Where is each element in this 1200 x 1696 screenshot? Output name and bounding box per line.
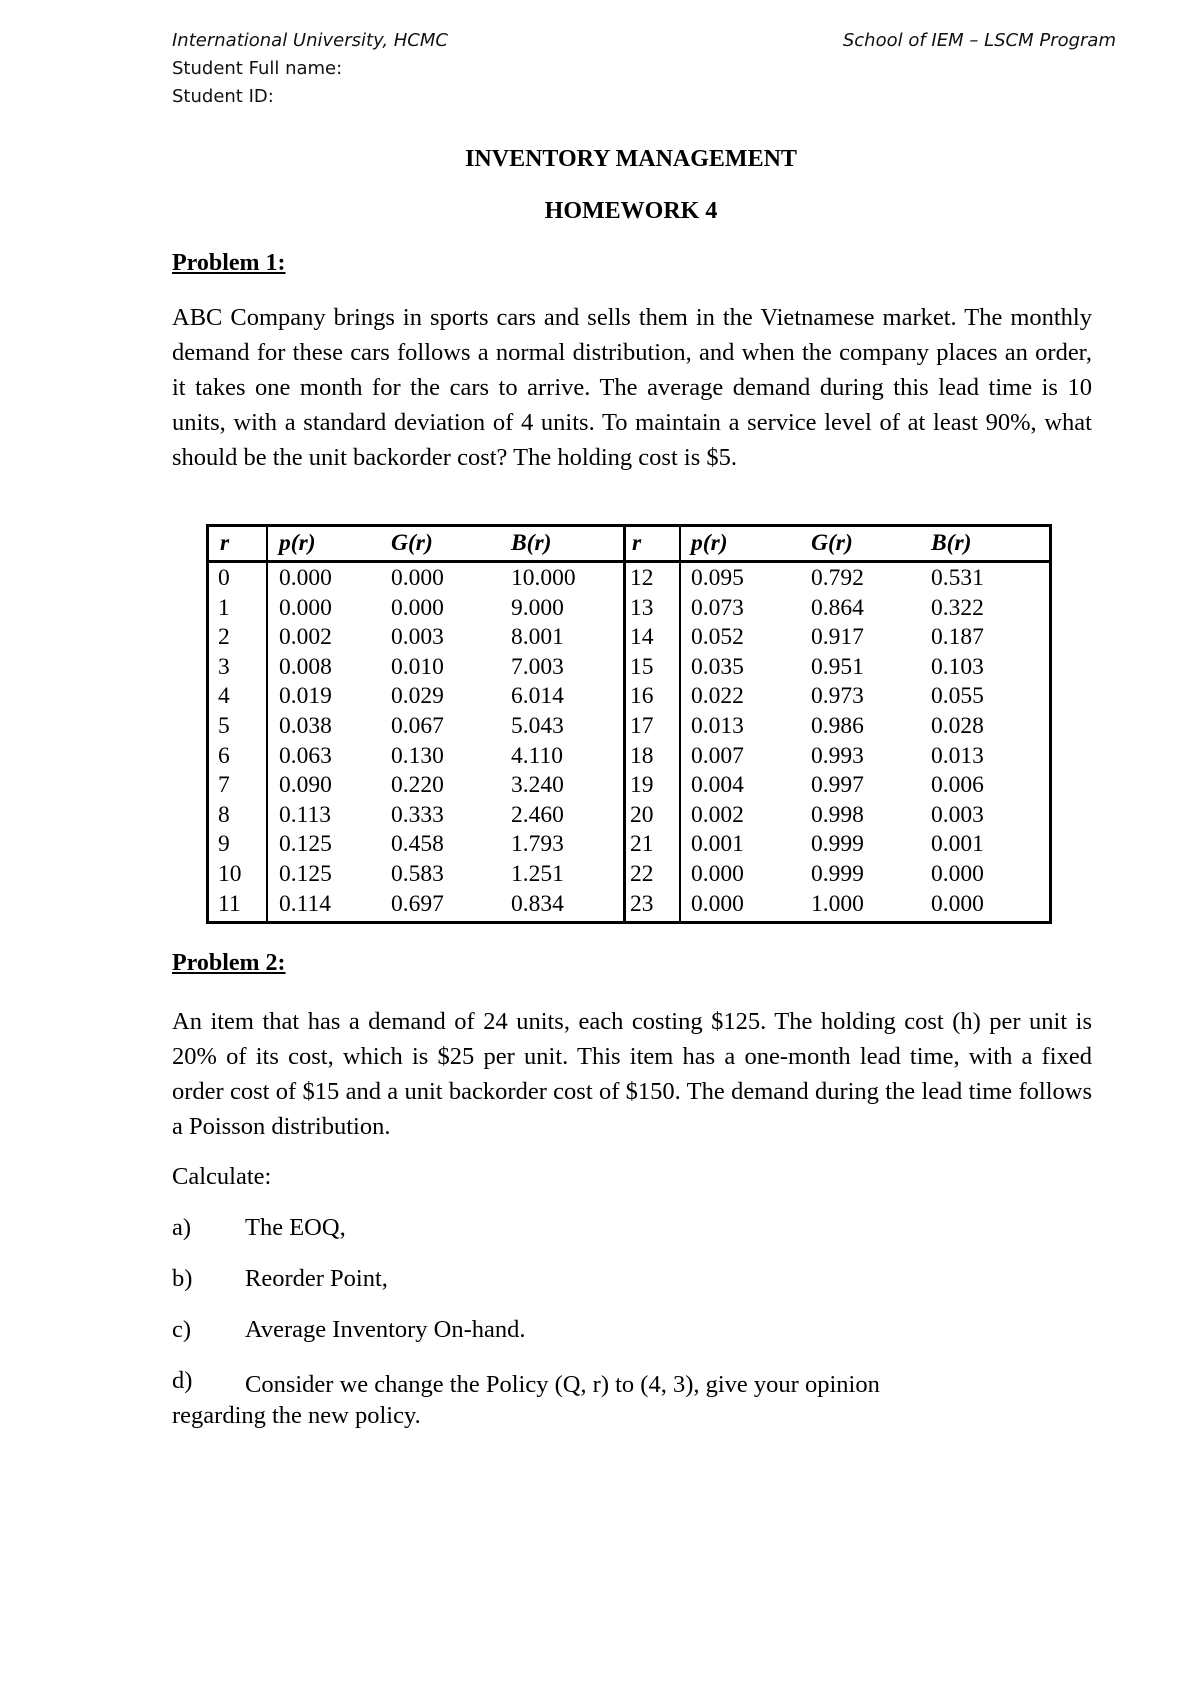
item-a-text: The EOQ,	[245, 1214, 346, 1241]
table-cell: 0.004	[691, 772, 744, 799]
table-cell: 18	[630, 742, 654, 769]
table-cell: 0.003	[391, 624, 444, 651]
item-a-label: a)	[172, 1214, 192, 1241]
table-cell: 0.010	[391, 653, 444, 680]
table-cell: 10.000	[511, 565, 576, 591]
table-cell: 0.000	[691, 890, 744, 917]
table-cell: 1.251	[511, 861, 564, 887]
table-cell: 0.029	[391, 683, 444, 710]
table-cell: 7.003	[511, 653, 564, 680]
table-cell: 0.973	[811, 683, 864, 710]
table-cell: 0.013	[931, 742, 984, 769]
table-header-cell: B(r)	[511, 530, 552, 556]
table-cell: 0.458	[391, 831, 444, 858]
table-cell: 0.090	[279, 772, 332, 799]
table-cell: 0.022	[691, 683, 744, 710]
table-cell: 0.993	[811, 742, 864, 769]
table-header-cell: p(r)	[691, 530, 728, 556]
table-column-divider	[679, 527, 681, 921]
item-b-label: b)	[172, 1265, 193, 1292]
table-cell: 0.187	[931, 624, 984, 651]
table-cell: 0.028	[931, 713, 984, 739]
table-cell: 0.000	[931, 890, 984, 917]
table-header-cell: G(r)	[391, 530, 433, 556]
institution-name: International University, HCMC	[172, 30, 448, 51]
table-cell: 8	[218, 801, 230, 828]
table-cell: 6.014	[511, 683, 564, 710]
problem-1-heading: Problem 1:	[172, 250, 286, 276]
table-cell: 0.114	[279, 890, 332, 917]
table-header-cell: r	[632, 530, 642, 556]
table-cell: 0.052	[691, 624, 744, 651]
item-d-continuation: regarding the new policy.	[172, 1402, 421, 1429]
table-cell: 0.001	[931, 831, 984, 858]
table-cell: 0.006	[931, 772, 984, 799]
table-cell: 2	[218, 624, 230, 651]
table-cell: 0.103	[931, 653, 984, 680]
table-cell: 0.003	[931, 801, 984, 828]
table-cell: 21	[630, 831, 654, 858]
table-cell: 0.000	[279, 565, 332, 591]
table-cell: 7	[218, 772, 230, 799]
document-subtitle: HOMEWORK 4	[544, 198, 718, 224]
table-cell: 0.333	[391, 801, 444, 828]
table-header-divider	[209, 560, 1049, 563]
table-cell: 3.240	[511, 772, 564, 799]
table-cell: 0.000	[279, 594, 332, 621]
problem-2-heading: Problem 2:	[172, 950, 286, 976]
item-d-text: Consider we change the Policy (Q, r) to (4, 3), give your opinion	[245, 1371, 880, 1398]
table-cell: 8.001	[511, 624, 564, 651]
table-cell: 22	[630, 861, 654, 887]
table-cell: 0.113	[279, 801, 332, 828]
problem-1-text: ABC Company brings in sports cars and sells them in the Vietnamese market. The monthly demand for these cars follows a normal distribution, and when the company places an order, it takes one month for the cars to arrive. The average demand during this lead time is 10 units, with a standard deviation of 4 units. To maintain a service level of at least 90%, what should be the unit backorder cost? The holding cost is $5.	[172, 304, 1092, 471]
table-cell: 0.073	[691, 594, 744, 621]
table-cell: 0.007	[691, 742, 744, 769]
table-header-cell: B(r)	[931, 530, 972, 556]
student-id-label: Student ID:	[172, 86, 274, 107]
table-cell: 0.019	[279, 683, 332, 710]
document-title: INVENTORY MANAGEMENT	[465, 146, 797, 172]
distribution-table	[206, 524, 1052, 924]
table-cell: 4.110	[511, 742, 564, 769]
table-cell: 0.000	[931, 861, 984, 887]
table-cell: 0.095	[691, 565, 744, 591]
table-cell: 16	[630, 683, 654, 710]
table-cell: 0.038	[279, 713, 332, 739]
table-cell: 11	[218, 890, 241, 917]
table-cell: 0.055	[931, 683, 984, 710]
table-cell: 14	[630, 624, 654, 651]
table-cell: 0.531	[931, 565, 984, 591]
table-cell: 0.583	[391, 861, 444, 887]
table-cell: 0.998	[811, 801, 864, 828]
student-name-label: Student Full name:	[172, 58, 343, 79]
table-cell: 0.125	[279, 831, 332, 858]
program-name: School of IEM – LSCM Program	[842, 30, 1116, 51]
table-cell: 0.125	[279, 861, 332, 887]
table-column-divider	[623, 527, 626, 921]
table-cell: 0.008	[279, 653, 332, 680]
table-cell: 12	[630, 565, 654, 591]
table-cell: 0.002	[279, 624, 332, 651]
table-cell: 0.013	[691, 713, 744, 739]
table-cell: 0.002	[691, 801, 744, 828]
table-header-cell: G(r)	[811, 530, 853, 556]
item-c-text: Average Inventory On-hand.	[245, 1316, 526, 1343]
table-cell: 0.697	[391, 890, 444, 917]
table-cell: 2.460	[511, 801, 564, 828]
table-cell: 0.864	[811, 594, 864, 621]
table-cell: 19	[630, 772, 654, 799]
table-cell: 0.951	[811, 653, 864, 680]
table-cell: 0.792	[811, 565, 864, 591]
table-cell: 9.000	[511, 594, 564, 621]
table-cell: 17	[630, 713, 654, 739]
table-cell: 0.000	[391, 594, 444, 621]
table-cell: 13	[630, 594, 654, 621]
table-cell: 0.322	[931, 594, 984, 621]
table-cell: 4	[218, 683, 230, 710]
table-cell: 10	[218, 861, 242, 887]
table-cell: 0.917	[811, 624, 864, 651]
table-cell: 0.000	[391, 565, 444, 591]
table-cell: 0	[218, 565, 230, 591]
table-header-cell: p(r)	[279, 530, 316, 556]
item-c-label: c)	[172, 1316, 192, 1343]
table-header-cell: r	[220, 530, 230, 556]
table-cell: 6	[218, 742, 230, 769]
table-cell: 0.986	[811, 713, 864, 739]
table-cell: 9	[218, 831, 230, 858]
table-cell: 15	[630, 653, 654, 680]
table-cell: 5.043	[511, 713, 564, 739]
item-d-label: d)	[172, 1367, 193, 1394]
table-cell: 5	[218, 713, 230, 739]
table-cell: 0.067	[391, 713, 444, 739]
table-cell: 0.035	[691, 653, 744, 680]
table-cell: 0.001	[691, 831, 744, 858]
table-cell: 0.834	[511, 890, 564, 917]
table-cell: 0.000	[691, 861, 744, 887]
problem-2-text: An item that has a demand of 24 units, each costing $125. The holding cost (h) per unit is 20% of its cost, which is $25 per unit. This item has a one-month lead time, with a fixed order cost of $15 and a unit backorder cost of $150. The demand during the lead time follows a Poisson distribution.	[172, 1008, 1092, 1140]
table-cell: 0.063	[279, 742, 332, 769]
table-column-divider	[266, 527, 268, 921]
calculate-label: Calculate:	[172, 1163, 272, 1190]
table-cell: 0.999	[811, 831, 864, 858]
table-cell: 1.000	[811, 890, 864, 917]
item-b-text: Reorder Point,	[245, 1265, 388, 1292]
table-cell: 0.999	[811, 861, 864, 887]
table-cell: 1	[218, 594, 230, 621]
table-cell: 3	[218, 653, 230, 680]
table-cell: 0.130	[391, 742, 444, 769]
table-cell: 0.220	[391, 772, 444, 799]
table-cell: 0.997	[811, 772, 864, 799]
table-cell: 20	[630, 801, 654, 828]
table-cell: 1.793	[511, 831, 564, 858]
table-cell: 23	[630, 890, 654, 917]
